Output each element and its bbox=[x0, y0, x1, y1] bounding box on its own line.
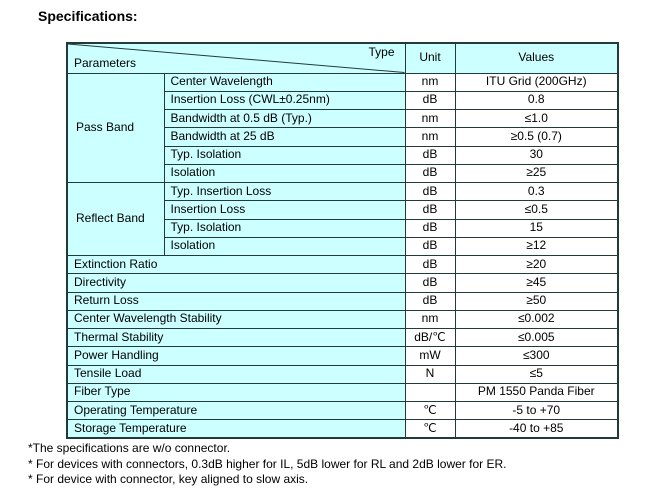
table-row bbox=[67, 310, 618, 328]
parameter-cell: Directivity bbox=[67, 274, 405, 292]
parameter-cell: Isolation bbox=[164, 164, 405, 182]
value-cell: ≥25 bbox=[455, 164, 618, 182]
unit-cell: dB bbox=[405, 292, 455, 310]
parameter-cell: Typ. Isolation bbox=[164, 219, 405, 237]
parameter-cell: Storage Temperature bbox=[67, 420, 405, 438]
parameter-cell: Typ. Insertion Loss bbox=[164, 183, 405, 201]
table-row bbox=[67, 347, 618, 365]
value-cell: ≥20 bbox=[455, 256, 618, 274]
table-row bbox=[67, 402, 618, 420]
table-row bbox=[67, 383, 618, 401]
header-parameters-label: Parameters bbox=[74, 55, 137, 70]
parameter-cell: Insertion Loss bbox=[164, 201, 405, 219]
unit-cell: ℃ bbox=[405, 402, 455, 420]
unit-cell: ℃ bbox=[405, 420, 455, 438]
header-values-label: Values bbox=[455, 43, 618, 73]
table-row bbox=[67, 183, 618, 201]
header-unit-label: Unit bbox=[405, 43, 455, 73]
unit-cell: dB bbox=[405, 256, 455, 274]
footnotes bbox=[28, 441, 506, 488]
unit-cell: dB bbox=[405, 91, 455, 109]
value-cell: ≤0.005 bbox=[455, 329, 618, 347]
footnote-line: *The specifications are w/o connector. bbox=[28, 441, 231, 455]
parameter-cell: Insertion Loss (CWL±0.25nm) bbox=[164, 91, 405, 109]
group-cell: Pass Band bbox=[67, 73, 164, 183]
value-cell: ≤1.0 bbox=[455, 110, 618, 128]
parameter-cell: Isolation bbox=[164, 237, 405, 255]
parameter-cell: Tensile Load bbox=[67, 365, 405, 383]
parameter-cell: Extinction Ratio bbox=[67, 256, 405, 274]
table-row bbox=[67, 365, 618, 383]
unit-cell: dB/℃ bbox=[405, 329, 455, 347]
value-cell: -40 to +85 bbox=[455, 420, 618, 438]
unit-cell: nm bbox=[405, 110, 455, 128]
value-cell: -5 to +70 bbox=[455, 402, 618, 420]
header-row bbox=[67, 43, 618, 73]
unit-cell: nm bbox=[405, 128, 455, 146]
parameter-cell: Bandwidth at 0.5 dB (Typ.) bbox=[164, 110, 405, 128]
unit-cell bbox=[405, 383, 455, 401]
unit-cell: mW bbox=[405, 347, 455, 365]
parameter-cell: Bandwidth at 25 dB bbox=[164, 128, 405, 146]
value-cell: ≥0.5 (0.7) bbox=[455, 128, 618, 146]
unit-cell: nm bbox=[405, 310, 455, 328]
value-cell: 15 bbox=[455, 219, 618, 237]
value-cell: ≤300 bbox=[455, 347, 618, 365]
parameter-cell: Operating Temperature bbox=[67, 402, 405, 420]
value-cell: ≥12 bbox=[455, 237, 618, 255]
diagonal-header-cell bbox=[67, 43, 405, 73]
unit-cell: N bbox=[405, 365, 455, 383]
value-cell: ≥45 bbox=[455, 274, 618, 292]
parameter-cell: Center Wavelength bbox=[164, 73, 405, 91]
table-row bbox=[67, 256, 618, 274]
unit-cell: dB bbox=[405, 201, 455, 219]
value-cell: 0.8 bbox=[455, 91, 618, 109]
footnote-line: * For device with connector, key aligned to slow axis. bbox=[28, 472, 309, 486]
value-cell: ≤0.5 bbox=[455, 201, 618, 219]
unit-cell: dB bbox=[405, 183, 455, 201]
header-type-label: Type bbox=[368, 45, 395, 59]
table-row bbox=[67, 292, 618, 310]
table-row bbox=[67, 329, 618, 347]
parameter-cell: Fiber Type bbox=[67, 383, 405, 401]
footnote-line: * For devices with connectors, 0.3dB higher for IL, 5dB lower for RL and 2dB lower for ER. bbox=[28, 456, 507, 471]
value-cell: PM 1550 Panda Fiber bbox=[455, 383, 618, 401]
unit-cell: dB bbox=[405, 219, 455, 237]
unit-cell: dB bbox=[405, 164, 455, 182]
specifications-table bbox=[66, 42, 619, 439]
unit-cell: nm bbox=[405, 73, 455, 91]
parameter-cell: Power Handling bbox=[67, 347, 405, 365]
value-cell: ≤5 bbox=[455, 365, 618, 383]
page-title: Specifications: bbox=[38, 8, 138, 24]
table-row bbox=[67, 274, 618, 292]
value-cell: 0.3 bbox=[455, 183, 618, 201]
value-cell: ITU Grid (200GHz) bbox=[455, 73, 618, 91]
table-row bbox=[67, 73, 618, 91]
group-cell: Reflect Band bbox=[67, 183, 164, 256]
parameter-cell: Center Wavelength Stability bbox=[67, 310, 405, 328]
table-row bbox=[67, 420, 618, 438]
value-cell: 30 bbox=[455, 146, 618, 164]
unit-cell: dB bbox=[405, 146, 455, 164]
parameter-cell: Return Loss bbox=[67, 292, 405, 310]
unit-cell: dB bbox=[405, 237, 455, 255]
value-cell: ≤0.002 bbox=[455, 310, 618, 328]
value-cell: ≥50 bbox=[455, 292, 618, 310]
parameter-cell: Typ. Isolation bbox=[164, 146, 405, 164]
parameter-cell: Thermal Stability bbox=[67, 329, 405, 347]
unit-cell: dB bbox=[405, 274, 455, 292]
